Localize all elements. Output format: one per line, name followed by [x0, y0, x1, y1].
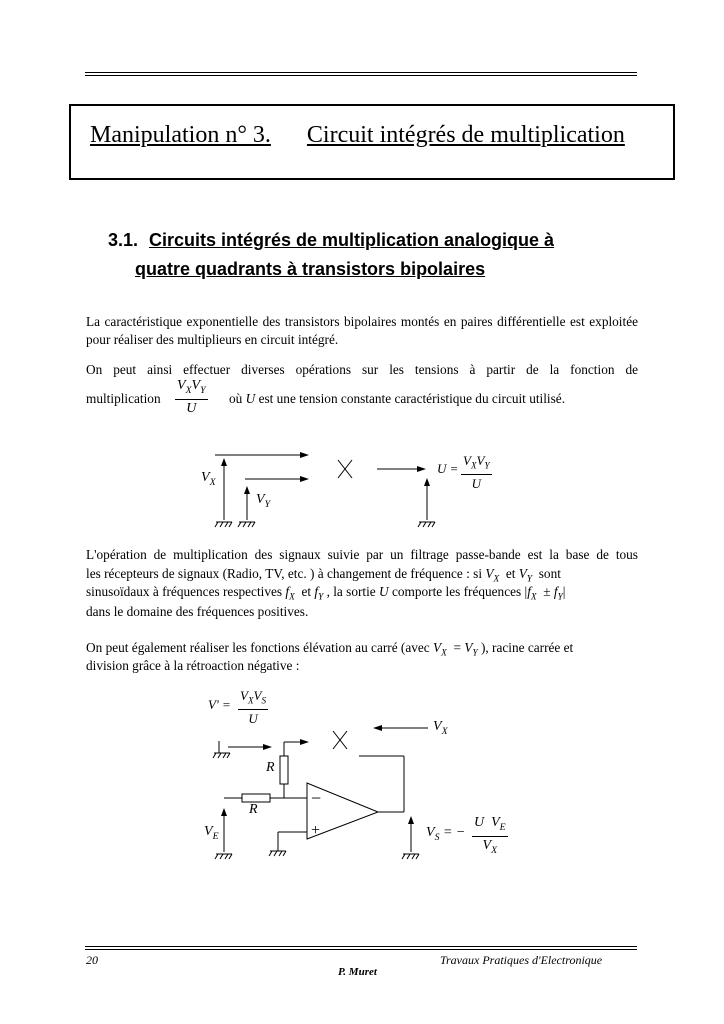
top-rule-1 [85, 72, 637, 73]
diagram2-r2-label: R [249, 802, 258, 817]
diagram2-fraction: $V_XV_S$ U [240, 688, 267, 726]
footer-rule-2 [85, 949, 637, 950]
opamp-minus: − [311, 788, 322, 808]
diagram2-vs-fraction: $\frac{U V_E}{V_X}$ [474, 815, 506, 856]
section-title-line1: Circuits intégrés de multiplication analogique à [149, 230, 555, 250]
diagram1-fraction: $V_XV_Y$ U [463, 453, 490, 491]
multiplication-label: multiplication [86, 391, 161, 406]
diagram2-vx-label: $V_X$ [433, 719, 448, 737]
paragraph-3-line2: les récepteurs de signaux (Radio, TV, etc. ) à changement de fréquence : si $V_X$ et $V_Y$ sont [86, 566, 561, 585]
opamp-plus: + [311, 822, 321, 839]
page-number: 20 [86, 953, 98, 967]
book-title: Travaux Pratiques d'Electronique [440, 953, 603, 967]
paragraph-3-line1: L'opération de multiplication des signaux suivie par un filtrage passe-bande est la base de tous [86, 547, 638, 562]
fraction-denominator: U [186, 400, 197, 416]
title-text: Circuit intégrés de multiplication [306, 122, 625, 148]
diagram2-ve-label: $V_E$ [204, 824, 219, 842]
section-title-line2: quatre quadrants à transistors bipolaires [135, 259, 486, 279]
paragraph-4-line2: division grâce à la rétroaction négative : [86, 658, 300, 673]
author: P. Muret [338, 966, 377, 978]
title-number: Manipulation n° 3. [90, 122, 271, 148]
footer-rule-1 [85, 946, 637, 947]
paragraph-4-line1: On peut également réaliser les fonctions élévation au carré (avec $V_X = V_Y$ ), racine carrée et [86, 640, 574, 659]
page-title [90, 122, 625, 149]
paragraph-3-line3: sinusoïdaux à fréquences respectives $f_X$ et $f_Y$ , la sortie U comporte les fréquences $|f_X \pm f_Y|$ [86, 584, 566, 603]
diagram1-vx-label: $V_X$ [201, 470, 216, 488]
diagram2-vprime-eq: V' = [208, 697, 231, 712]
diagram1-vy-label: $V_Y$ [256, 492, 271, 510]
paragraph-2-line2: où U est une tension constante caractéristique du circuit utilisé. [229, 391, 566, 406]
section-heading [108, 226, 554, 284]
top-rule-2 [85, 75, 637, 76]
section-number: 3.1. [108, 230, 139, 250]
paragraph-3-line4: dans le domaine des fréquences positives. [86, 604, 309, 619]
paragraph-2-line1: On peut ainsi effectuer diverses opérations sur les tensions à partir de la fonction de [86, 362, 638, 377]
diagram1-u-eq: U = [437, 461, 459, 476]
multiplication-fraction: $V_XV_Y$ U [177, 378, 206, 416]
paragraph-1: La caractéristique exponentielle des transistors bipolaires montés en paires différentielle est exploitée pour réaliser des multiplieurs en circuit intégré. [86, 314, 638, 347]
diagram2-vs-eq: $V_S$ = − [426, 825, 466, 843]
diagram2-r1-label: R [266, 760, 275, 775]
